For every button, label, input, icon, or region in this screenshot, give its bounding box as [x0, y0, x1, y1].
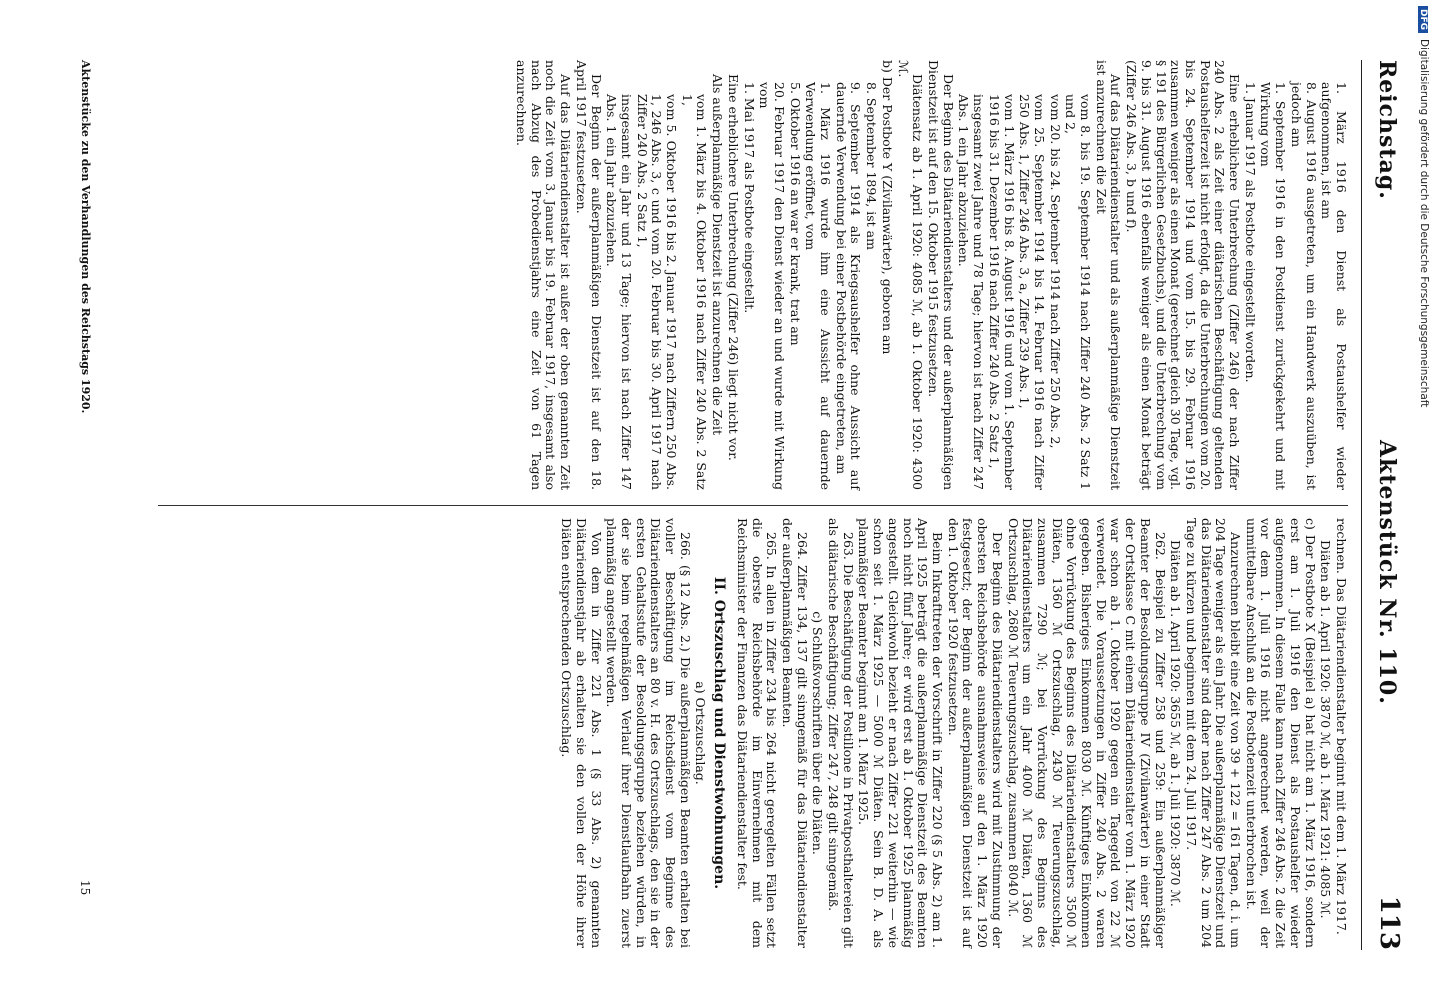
text-paragraph: vom 8. bis 19. September 1914 nach Ziffer 240 Abs. 2 Satz 1 und 2, — [1063, 94, 1094, 490]
footer-note: Aktenstücke zu den Verhandlungen des Reichstags 1920. — [79, 60, 92, 414]
text-paragraph: Auf das Diätariendienstalter ist außer der oben genannten Zeit noch die Zeit vom 3. Januar bis 19. Februar 1917, insgesamt also nach Abzug des Probedienstjahrs eine Zeit von 61 Tagen anzurechnen. — [514, 60, 574, 490]
text-paragraph: a) Ortszuschlag. — [693, 681, 709, 785]
text-paragraph: Der Beginn der außerplanmäßigen Dienstzeit ist auf den 18. April 1917 festzusetzen. — [573, 60, 604, 490]
text-paragraph: vom 1. März 1916 bis 8. August 1916 und vom 1. September 1916 bis 31. Dezember 1916 nach Ziffer 240 Abs. 2 Satz 1, — [986, 94, 1017, 490]
credit-line — [1418, 6, 1430, 986]
text-paragraph: Diäten ab 1. April 1920: 3870 ℳ, ab 1. März 1921: 4085 ℳ. — [1318, 540, 1334, 919]
text-paragraph: vom 25. September 1914 bis 14. Februar 1916 nach Ziffer 250 Abs. 1, Ziffer 246 Abs. 3, a, Ziffer 239 Abs. 1, — [1017, 94, 1047, 490]
text-paragraph: 8. August 1916 ausgetreten, um ein Handwerk auszuüben, ist jedoch am — [1288, 82, 1319, 490]
text-paragraph: 1. Januar 1917 als Postbote eingestellt worden. — [1242, 82, 1258, 383]
text-paragraph: Eine erheblichere Unterbrechung (Ziffer 246) liegt nicht vor. — [725, 74, 741, 461]
text-paragraph: 266. (§ 12 Abs. 2.) Die außerplanmäßigen Beamten erhalten bei voller Beschäftigung im Reichsdienst vom Beginne des Diätariendienstalters an 80 v. H. des Ortszuschlags, den sie in der ersten Gehaltsstufe der Besoldungsgruppe beziehen würden, in der sie beim regelmäßigen Verlauf ihrer Dienstlaufbahn zuerst planmäßig angestellt werden. — [604, 518, 693, 948]
text-paragraph: 20. Februar 1917 den Dienst wieder an und wurde mit Wirkung vom — [757, 82, 787, 490]
text-paragraph: vom 20. bis 24. September 1914 nach Ziffer 250 Abs. 2, — [1047, 94, 1063, 449]
text-paragraph: Anzurechnen bleibt eine Zeit von 39 + 122 = 161 Tagen, d. i. um 204 Tage weniger als ein Jahr. Die außerplanmäßige Dienstzeit und das Diätariendienstalter sind daher nach Ziffer 247 Abs. 2 um 204 Tage zu kürzen und beginnen mit dem 24. Juli 1917. — [1183, 518, 1244, 948]
header-left: Reichstag. — [1374, 60, 1400, 200]
document-page — [60, 40, 1410, 970]
text-paragraph: Als außerplanmäßige Dienstzeit ist anzurechnen die Zeit — [710, 74, 726, 435]
text-paragraph: 1. Mai 1917 als Postbote eingestellt. — [741, 82, 757, 314]
left-text-column — [512, 60, 1348, 490]
text-paragraph: 9. September 1914 als Kriegsaushelfer ohne Aussicht auf dauernde Verwendung bei einer Postbehörde eingetreten, am — [833, 82, 864, 490]
text-paragraph: insgesamt ein Jahr und 13 Tage; hiervon ist nach Ziffer 147 Abs. 1 ein Jahr abzuziehen. — [604, 94, 634, 490]
text-paragraph: c) Der Postbote X (Beispiel a) hat nicht am 1. März 1916, sondern erst am 1. Juli 1916 den Dienst als Postaushelfer wieder aufgenommen. In diesem Falle kann nach Ziffer 246 Abs. 2 die Zeit vor dem 1. Juli 1916 nicht angerechnet werden, weil der unmittelbare Anschluß an die Postbotenzeit unterbrochen ist. — [1243, 518, 1318, 948]
text-paragraph: Diäten ab 1. April 1920: 3655 ℳ, ab 1. Juli 1920: 3870 ℳ. — [1168, 540, 1184, 907]
text-paragraph: Auf das Diätariendienstalter und als außerplanmäßige Dienstzeit ist anzurechnen die Zeit — [1093, 60, 1124, 490]
text-paragraph: c) Schlußvorschriften über die Diäten. — [810, 611, 826, 855]
signature-mark: 15 — [78, 880, 92, 896]
right-text-column — [557, 518, 1348, 948]
side-credit — [1412, 6, 1432, 994]
text-paragraph: 262. Beispiel zu Ziffer 258 und 259: Ein außerplanmäßiger Beamter der Besoldungsgruppe IV (Zivilanwärter) in einer Stadt der Ortsklasse C mit einem Diätariendienstalter vom 1. März 1920 war schon ab 1. Oktober 1920 gegen ein Tagegeld von 22 ℳ verwendet. Die Voraussetzungen in Ziffer 240 Abs. 2 waren gegeben. Bisheriges Einkommen 8030 ℳ. Künftiges Einkommen ohne Vorrückung des Beginns des Diätariendienstalters 3500 ℳ Diäten, 1360 ℳ Ortszuschlag, 2430 ℳ Teuerungszuschlag, zusammen 7290 ℳ; bei Vorrückung des Beginns des Diätariendienstalters um ein Jahr 4000 ℳ Diäten, 1360 ℳ Ortszuschlag, 2680 ℳ Teuerungszuschlag, zusammen 8040 ℳ. — [1005, 518, 1168, 948]
dfg-logo: DFG — [1418, 6, 1428, 33]
text-paragraph: Diätensatz ab 1. April 1920: 4085 ℳ, ab 1. Oktober 1920: 4300 ℳ. — [895, 60, 926, 490]
column-divider — [158, 505, 1348, 506]
page-number: 113 — [1374, 895, 1404, 950]
text-paragraph: insgesamt zwei Jahre und 78 Tage; hiervon ist nach Ziffer 247 Abs. 1 ein Jahr abzuziehen. — [956, 94, 987, 490]
text-paragraph: Eine erheblichere Unterbrechung (Ziffer 246) der nach Ziffer 240 Abs. 2 als Zeit einer diätarischen Beschäftigung geltenden Postaushelferzeit ist nicht erfolgt, da die Unterbrechungen vom 20. bis 24. September 1914 und vom 15. bis 29. Februar 1916 zusammen weniger als einen Monat (gerechnet gleich 30 Tage, vgl. § 191 des Bürgerlichen Gesetzbuchs), und die Unterbrechung vom 9. bis 31. August 1916 ebenfalls weniger als einen Monat beträgt (Ziffer 246 Abs. 3, b und f). — [1124, 60, 1243, 490]
text-paragraph: 5. Oktober 1916 an war er krank, trat am — [787, 82, 803, 346]
text-paragraph: Der Beginn des Diätariendienstalters wird mit Zustimmung der obersten Reichsbehörde ausnahmsweise auf den 1. März 1920 festgesetzt; der Beginn der außerplanmäßigen Dienstzeit ist auf den 1. Oktober 1920 festzusetzen. — [945, 518, 1005, 948]
page-header — [1361, 60, 1410, 950]
header-title: Aktenstück Nr. 110. — [1374, 440, 1400, 705]
text-paragraph: Der Beginn des Diätariendienstalters und der außerplanmäßigen Dienstzeit ist auf den 15. Oktober 1915 festzusetzen. — [926, 60, 956, 490]
text-paragraph: b) Der Postbote Y (Zivilanwärter), geboren am — [879, 60, 895, 355]
text-paragraph: 265. In allen in Ziffer 234 bis 264 nicht geregelten Fällen setzt die oberste Reichsbehörde im Einvernehmen mit dem Reichsminister der Finanzen das Diätariendienstalter fest. — [734, 518, 780, 948]
text-paragraph: 1. März 1916 wurde ihm eine Aussicht auf dauernde Verwendung eröffnet, vom — [803, 82, 834, 490]
text-paragraph: Von dem in Ziffer 221 Abs. 1 (§ 33 Abs. 2) genannten Diätariendienstjahr ab erhalten sie den vollen der Höhe ihrer Diäten entsprechenden Ortszuschlag. — [559, 518, 604, 948]
text-paragraph: rechnen. Das Diätariendienstalter beginnt mit dem 1. März 1917. — [1334, 518, 1349, 935]
text-paragraph: 264. Ziffer 134, 137 gilt sinngemäß für das Diätariendienstalter der außerplanmäßigen Beamten. — [779, 518, 810, 948]
text-paragraph: vom 1. März bis 4. Oktober 1916 nach Ziffer 240 Abs. 2 Satz 1, — [679, 94, 710, 490]
text-paragraph: 1. März 1916 den Dienst als Postaushelfer wieder aufgenommen, ist am — [1319, 82, 1349, 490]
credit-text: Digitalisierung gefördert durch die Deutsche Forschungsgemeinschaft — [1418, 39, 1430, 408]
text-paragraph: 8. September 1894, ist am — [864, 82, 880, 250]
text-paragraph: II. Ortszuschlag und Dienstwohnungen. — [711, 576, 728, 890]
text-paragraph: 1. September 1916 in den Postdienst zurückgekehrt und mit Wirkung vom — [1258, 82, 1289, 490]
text-paragraph: vom 5. Oktober 1916 bis 2. Januar 1917 nach Ziffern 250 Abs. 1, 246 Abs. 3, c und vom 20. Februar bis 30. April 1917 nach Ziffer 240 Abs. 2 Satz 1, — [634, 94, 680, 490]
text-paragraph: 263. Die Beschäftigung der Postillone in Privatposthaltereien gilt als diätarische Beschäftigung; Ziffer 247, 248 gilt sinngemäß. — [826, 518, 856, 948]
text-paragraph: Beim Inkrafttreten der Vorschrift in Ziffer 220 (§ 5 Abs. 2) am 1. April 1925 beträgt die außerplanmäßige Dienstzeit des Beamten noch nicht fünf Jahre; er wird erst ab 1. Oktober 1925 planmäßig angestellt. Gleichwohl bezieht er nach Ziffer 221 weiterhin — wie schon seit 1. März 1925 — 5000 ℳ Diäten. Sein B. D. A. als planmäßiger Beamter beginnt am 1. März 1925. — [856, 518, 946, 948]
